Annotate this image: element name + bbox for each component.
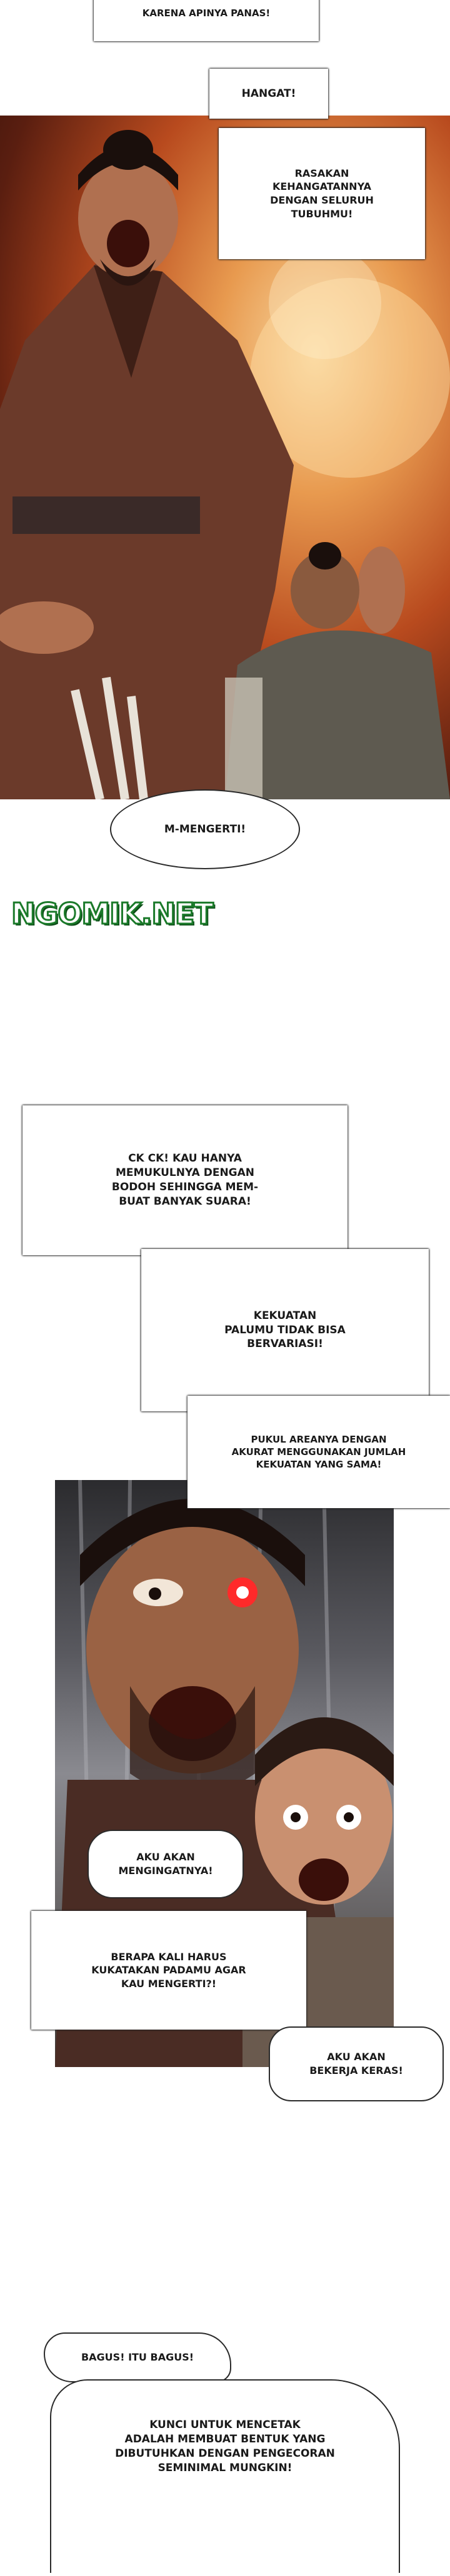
bubble-text-8: AKU AKAN MENGINGATNYA! [118,1851,213,1877]
bubble-text-2: HANGAT! [241,87,296,100]
speech-bubble-4 [110,789,300,869]
bubble-text-3: RASAKAN KEHANGATANNYA DENGAN SELURUH TUBUHMU! [270,167,374,220]
bubble-text-1: KARENA APINYA PANAS! [142,7,271,19]
bubble-text-10: AKU AKAN BEKERJA KERAS! [309,2051,403,2076]
bubble-text-7: PUKUL AREANYA DENGAN AKURAT MENGGUNAKAN JUMLAH KEKUATAN YANG SAMA! [231,1433,406,1471]
speech-bubble-11 [44,2332,231,2382]
speech-bubble-6 [141,1249,429,1411]
speech-bubble-8 [88,1830,244,1898]
speech-bubble-5 [22,1105,348,1255]
bubble-text-6: KEKUATAN PALUMU TIDAK BISA BERVARIASI! [224,1309,346,1351]
speech-bubble-10 [269,2026,444,2101]
bubble-text-9: BERAPA KALI HARUS KUKATAKAN PADAMU AGAR KAU MENGERTI?! [91,1950,246,1990]
speech-bubble-3 [219,128,425,259]
bubble-text-12: KUNCI UNTUK MENCETAK ADALAH MEMBUAT BENTUK YANG DIBUTUHKAN DENGAN PENGECORAN SEMINIMAL MUNGKIN! [115,2419,335,2474]
speech-bubble-1 [94,0,319,41]
bubble-text-4: M-MENGERTI! [164,822,246,836]
watermark-logo [11,891,211,937]
speech-bubble-7 [188,1396,450,1508]
speech-bubble-12 [50,2379,400,2573]
watermark-text: NGOMIK.NET [11,897,213,930]
speech-bubble-9 [31,1911,306,2030]
bubble-text-5: CK CK! KAU HANYA MEMUKULNYA DENGAN BODOH SEHINGGA MEM- BUAT BANYAK SUARA! [111,1152,259,1208]
bubble-text-11: BAGUS! ITU BAGUS! [81,2351,194,2364]
speech-bubble-2 [209,69,328,119]
